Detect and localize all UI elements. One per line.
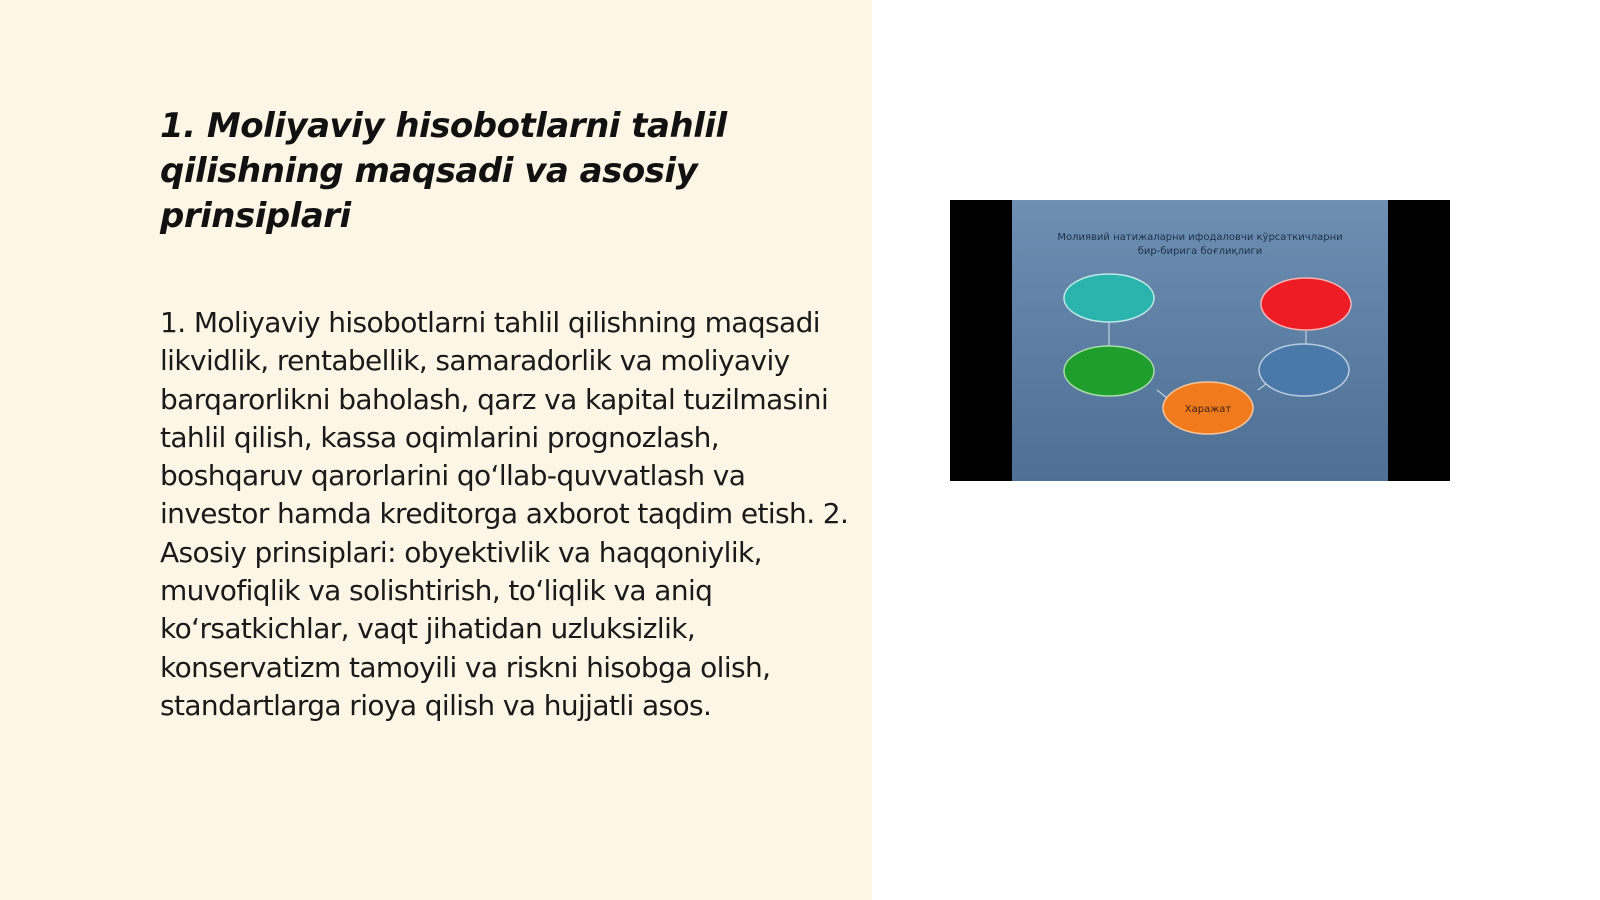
connector-line bbox=[1258, 384, 1266, 390]
diagram-caption-line1: Молиявий натижаларни ифодаловчи кўрсаткичларни bbox=[1057, 232, 1343, 243]
diagram-node-orange-label: Харажат bbox=[1184, 404, 1232, 415]
diagram-node-blue bbox=[1259, 344, 1349, 396]
diagram-graphic bbox=[1012, 200, 1388, 481]
diagram-node-red bbox=[1261, 278, 1351, 330]
diagram-node-green bbox=[1064, 346, 1154, 396]
connector-line bbox=[1157, 390, 1167, 398]
video-frame-content bbox=[1012, 200, 1388, 481]
diagram-node-teal bbox=[1064, 274, 1154, 322]
diagram-caption-line2: бир-бирига боғлиқлиги bbox=[1137, 246, 1263, 257]
slide-title: 1. Moliyaviy hisobotlarni tahlil qilishning maqsadi va asosiy prinsiplari bbox=[160, 106, 727, 236]
embedded-video[interactable] bbox=[950, 200, 1450, 481]
slide-body-text: 1. Moliyaviy hisobotlarni tahlil qilishning maqsadi likvidlik, rentabellik, samaradorlik va moliyaviy barqarorlikni baholash, qarz va kapital tuzilmasini tahlil qilish, kassa oqimlarini prognozlash, boshqaruv qarorlarini qo‘llab-quvvatlash va investor hamda kreditorga axborot taqdim etish. 2. Asosiy prinsiplari: obyektivlik va haqqoniylik, muvofiqlik va solishtirish, to‘liqlik va aniq ko‘rsatkichlar, vaqt jihatidan uzluksizlik, konservatizm tamoyili va riskni hisobga olish, standartlarga rioya qilish va hujjatli asos. bbox=[160, 306, 849, 722]
